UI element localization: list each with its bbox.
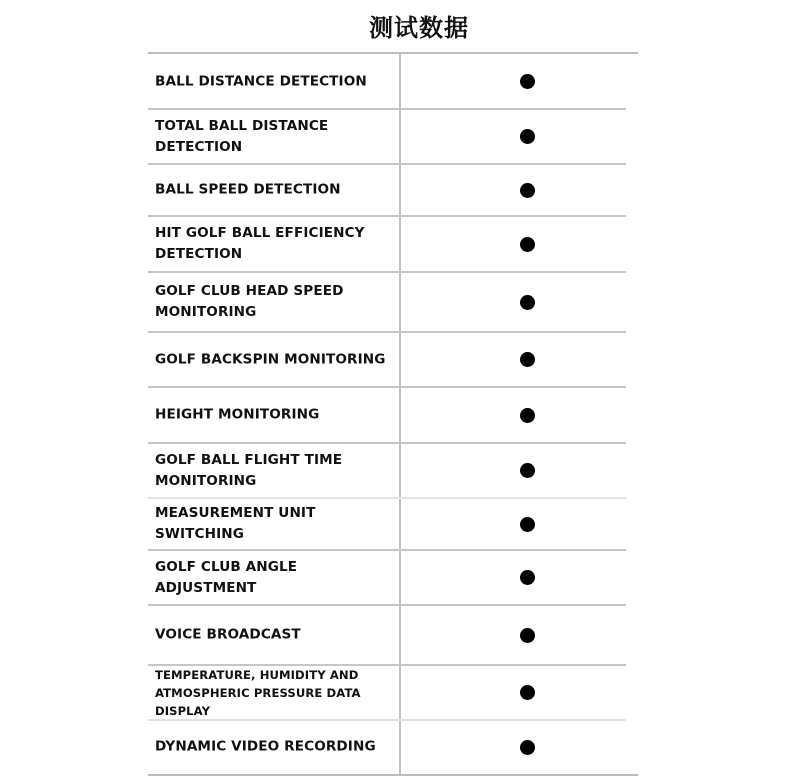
supported-dot-icon [520,740,535,755]
supported-dot-icon [520,517,535,532]
supported-dot-icon [520,74,535,89]
supported-dot-icon [520,183,535,198]
feature-label: DYNAMIC VIDEO RECORDING [155,738,376,755]
feature-label: MEASUREMENT UNIT SWITCHING [155,505,316,542]
table-row [148,387,638,443]
supported-dot-icon [520,295,535,310]
supported-dot-icon [520,463,535,478]
feature-label: GOLF CLUB ANGLE ADJUSTMENT [155,558,298,596]
table-row [148,720,638,774]
feature-label: GOLF CLUB HEAD SPEED MONITORING [155,283,344,320]
feature-label: VOICE BROADCAST [155,626,301,643]
feature-label: BALL DISTANCE DETECTION [155,73,367,89]
table-row [148,550,638,605]
supported-dot-icon [520,129,535,144]
page-title: 测试数据 [369,14,469,42]
feature-label: GOLF BACKSPIN MONITORING [155,351,386,367]
feature-label: HIT GOLF BALL EFFICIENCY DETECTION [155,225,365,262]
table-row [148,272,638,332]
table-row [148,164,638,216]
table-row [148,332,638,387]
supported-dot-icon [520,237,535,252]
table-row [148,605,638,665]
supported-dot-icon [520,352,535,367]
feature-label: BALL SPEED DETECTION [155,181,341,198]
table-row [148,665,638,720]
table-row [148,498,638,550]
table-row [148,54,638,109]
supported-dot-icon [520,570,535,585]
table-row [148,443,638,498]
supported-dot-icon [520,628,535,643]
feature-label: HEIGHT MONITORING [155,406,320,423]
feature-label: TEMPERATURE, HUMIDITY AND ATMOSPHERIC PRESSURE DATA DISPLAY [155,667,361,718]
feature-table [148,52,638,776]
feature-label: GOLF BALL FLIGHT TIME MONITORING [155,451,343,489]
table-row [148,216,638,272]
table-row [148,109,638,164]
feature-label: TOTAL BALL DISTANCE DETECTION [155,117,329,155]
supported-dot-icon [520,685,535,700]
supported-dot-icon [520,408,535,423]
